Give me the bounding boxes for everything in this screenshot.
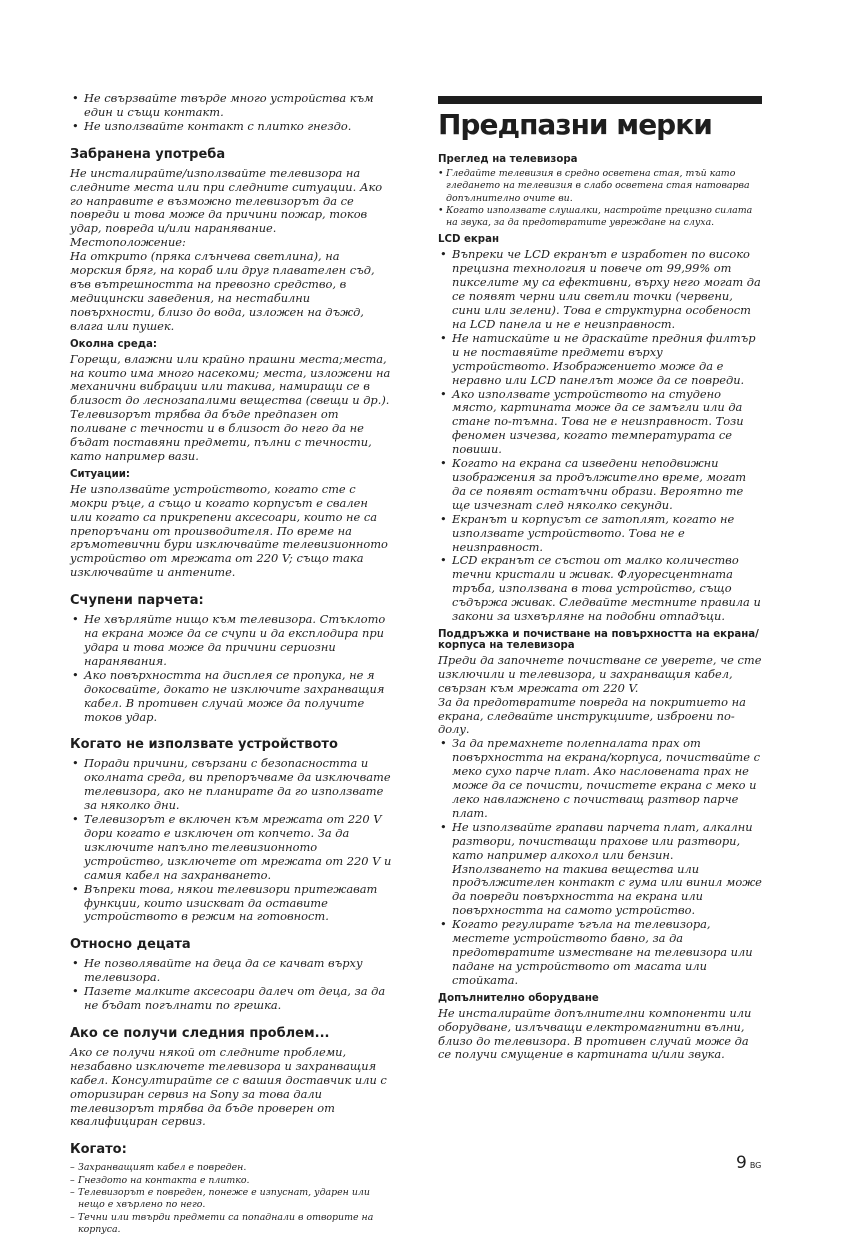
list-item: – Гнездото на контакта е плитко. [70, 1175, 392, 1187]
page-number [736, 1153, 761, 1173]
situations-heading: Ситуации: [70, 468, 130, 480]
language-code: BG [749, 1161, 762, 1170]
intro-list [70, 92, 392, 134]
left-column [70, 92, 392, 1236]
list-item: • За да премахнете полепналата прах от повърхността на екрана/корпуса, почиствайте с меко сухо парче плат. Ако насловената прах не може да се почисти, почистете екрана с меко и леко навлажнено с почистващ разтвор парче плат. [438, 737, 762, 820]
maintenance-p1: Преди да започнете почистване се уверете, че сте изключили и телевизора, и захранващия кабел, свързан към мрежата от 220 V. [438, 652, 762, 695]
problem-heading: Ако се получи следния проблем... [70, 1025, 330, 1041]
children-heading: Относно децата [70, 937, 191, 953]
list-item: – Захранващият кабел е повреден. [70, 1162, 392, 1174]
list-item: • Когато използвате слушалки, настройте прецизно силата на звука, за да предотвратите увреждане на слуха. [438, 205, 762, 230]
page-title: Предпазни мерки [438, 108, 712, 141]
maintenance-heading: Поддръжка и почистване на повърхността на екрана/корпуса на телевизора [438, 628, 759, 651]
list-item: • Телевизорът е включен към мрежата от 220 V дори когато е изключен от копчето. За да изключите напълно телевизионното устройство, изключете от мрежата от 220 V и самия кабел на захранването. [70, 813, 392, 883]
lcd-heading: LCD екран [438, 234, 500, 246]
not-using-heading: Когато не използвате устройството [70, 737, 338, 753]
list-item: • Не свързвайте твърде много устройства към един и същи контакт. [70, 92, 392, 120]
right-column [438, 92, 762, 1062]
list-item: • Не използвайте грапави парчета плат, алкални разтвори, почистващи прахове или разтвори, като например алкохол или бензин. Използването на такива вещества или продължителен контакт с гума или винил може да повреди повърхността на екрана или повърхността на самото устройство. [438, 821, 762, 918]
problem-text: Ако се получи някой от следните проблеми, незабавно изключете телевизора и захранващия кабел. Консултирайте се с вашия доставчик или с оторизиран сервиз на Sony за това дали телевизорът трябва да бъде проверен от квалифициран сервиз. [70, 1044, 387, 1129]
list-item: – Течни или твърди предмети са попаднали в отворите на корпуса. [70, 1212, 392, 1236]
list-item: • Когато регулирате ъгъла на телевизора, местете устройството бавно, за да предотвратите изместване на телевизора или падане на устройството от масата или стойката. [438, 918, 762, 988]
location-text: На открито (пряка слънчева светлина), на морския бряг, на кораб или друг плавателен съд, във вътрешността на превозно средство, в медицински заведения, на нестабилни повърхности, близо до вода, изложен на дъжд, влага или пушек. [70, 249, 375, 333]
list-item: • Не хвърляйте нищо към телевизора. Стъклото на екрана може да се счупи и да експлодира при удара и това може да причини сериозни наранявания. [70, 613, 392, 669]
page-number-value: 9 [736, 1153, 747, 1173]
list-item: • Въпреки това, някои телевизори притежават функции, които изискват да оставите устройството в режим на готовност. [70, 883, 392, 925]
situations-text: Не използвайте устройството, когато сте с мокри ръце, а също и когато корпусът е свален или когато са прикрепени аксесоари, които не са препоръчани от производителя. По време на гръмотевични бури изключвайте телевизионното устройство от мрежата от 220 V; също така изключвайте и антените. [70, 481, 388, 580]
not-using-list [70, 757, 392, 924]
list-item: • Не позволявайте на деца да се качват върху телевизора. [70, 957, 392, 985]
list-item: • Ако повърхността на дисплея се пропука, не я докосвайте, докато не изключите захранващия кабел. В противен случай може да получите токов удар. [70, 669, 392, 725]
maintenance-p2: За да предотвратите повреда на покритието на екрана, следвайте инструкциите, изброени по-долу. [438, 694, 746, 737]
broken-list [70, 613, 392, 724]
list-item: • Пазете малките аксесоари далеч от деца, за да не бъдат погълнати по грешка. [70, 985, 392, 1013]
children-list [70, 957, 392, 1013]
list-item: • Гледайте телевизия в средно осветена стая, тъй като гледането на телевизия в слабо осветена стая натоварва допълнително очите ви. [438, 168, 762, 205]
forbidden-text: Не инсталирайте/използвайте телевизора на следните места или при следните ситуации. Ако го направите е възможно телевизорът да се повреди и това може да причини пожар, токов удар, повреда и/или наранявание. [70, 165, 383, 236]
location-label: Местоположение: [70, 235, 186, 250]
list-item: • LCD екранът се състои от малко количество течни кристали и живак. Флуоресцентната тръба, използвана в това устройство, също съдържа живак. Следвайте местните правила и закони за изхвърляне на подобни отпадъци. [438, 554, 762, 624]
forbidden-heading: Забранена употреба [70, 146, 226, 162]
list-item: • Когато на екрана са изведени неподвижни изображения за продължително време, могат да се появят остатъчни образи. Вероятно те ще изчезнат след няколко секунди. [438, 457, 762, 513]
maintenance-list [438, 737, 762, 987]
when-heading: Когато: [70, 1142, 127, 1158]
list-item: • Поради причини, свързани с безопасността и околната среда, ви препоръчваме да изключвате телевизора, ако не планирате да го използвате за няколко дни. [70, 757, 392, 813]
list-item: • Ако използвате устройството на студено място, картината може да се замъгли или да стане по-тъмна. Това не е неизправност. Този феномен изчезва, когато температурата се повиши. [438, 388, 762, 458]
list-item: – Телевизорът е повреден, понеже е изпуснат, ударен или нещо е хвърлено по него. [70, 1187, 392, 1212]
env-text: Горещи, влажни или крайно прашни места;места, на които има много насекоми; места, изложени на механични вибрации или такива, намиращи се в близост до леснозапалими вещества (свещи и др.). Телевизорът трябва да бъде предпазен от поливане с течности и в близост до него да не бъдат поставяни предмети, пълни с течности, като например вази. [70, 351, 391, 463]
list-item: • Въпреки че LCD екранът е изработен по високо прецизна технология и повече от 99,99% от пикселите му са ефективни, върху него могат да се появят черни или светли точки (червени, сини или зелени). Това е структурна особеност на LCD панела и не е неизправност. [438, 248, 762, 331]
viewing-list [438, 168, 762, 229]
extra-text: Не инсталирайте допълнителни компоненти или оборудване, излъчващи електромагнитни вълни, близо до телевизора. В противен случай може да се получи смущение в картината и/или звука. [438, 1005, 752, 1062]
title-rule [438, 96, 762, 104]
list-item: • Екранът и корпусът се затоплят, когато не използвате устройството. Това не е неизправност. [438, 513, 762, 555]
broken-heading: Счупени парчета: [70, 593, 204, 609]
when-list [70, 1162, 392, 1236]
env-heading: Околна среда: [70, 338, 157, 350]
list-item: • Не използвайте контакт с плитко гнездо. [70, 120, 392, 134]
list-item: • Не натискайте и не драскайте предния филтър и не поставяйте предмети върху устройството. Изображението може да е неравно или LCD панелът може да се повреди. [438, 332, 762, 388]
viewing-heading: Преглед на телевизора [438, 154, 578, 165]
extra-heading: Допълнително оборудване [438, 992, 599, 1004]
lcd-list [438, 248, 762, 623]
